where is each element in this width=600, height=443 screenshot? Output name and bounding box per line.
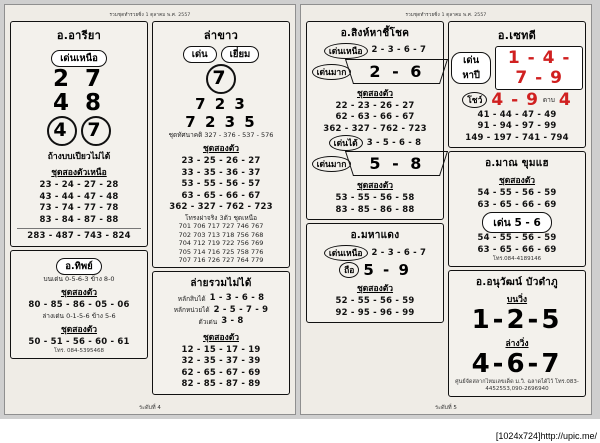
areeya-circle-1: 4 — [47, 116, 77, 146]
lai-line-3: 62 - 65 - 67 - 69 — [181, 367, 261, 378]
lakhao-three: 362 - 327 - 762 - 723 — [169, 202, 273, 213]
setdee-red-main-box — [495, 46, 583, 90]
lai-row-3 — [155, 316, 287, 327]
tip-line-6: 50 - 51 - 56 - 60 - 61 — [28, 336, 130, 347]
singha-row-3-label: เด่นได้ — [329, 135, 363, 151]
lakhao-circle-7: 7 — [206, 64, 236, 94]
lai-line-1: 12 - 15 - 17 - 19 — [181, 344, 261, 355]
mahadaeng-sub: ชุดสองตัว — [356, 284, 394, 295]
lakhao-main — [155, 63, 287, 95]
lai-row-2 — [155, 305, 287, 316]
singha-row-3 — [309, 135, 441, 151]
singha-row-1-value: 2 - 3 - 6 - 7 — [371, 45, 427, 56]
mahadaeng-row-2 — [309, 261, 441, 279]
mahadaeng-row-1-label: เด่นเหนือ — [324, 245, 368, 261]
watermark-text: [1024x724]http://upic.me/ — [495, 431, 597, 441]
anuwat-note: ศูนย์จัดสลากไหมเลขเด็ด ม.วิ. ฉลาดได้ไว้ โทร.083-4452553,090-2696940 — [455, 378, 579, 392]
lakhao-line-1: 23 - 25 - 26 - 27 — [181, 156, 261, 167]
setdee-line-3: 149 - 197 - 741 - 794 — [465, 132, 569, 143]
tip-line-4: ล่างเด่น 0-1-5-6 ข้าง 5-6 — [42, 311, 116, 320]
areeya-row-2: 4 8 — [52, 90, 105, 117]
box-man-khumhae — [448, 151, 586, 267]
lai-row-2-label: หลักหน่วยได้ — [173, 306, 210, 315]
lai-row-1-label: หลักสิบได้ — [177, 294, 206, 303]
lakhao-grid-label: โทรงผ่าจริง 3ตัว ชุดเหนือ — [185, 213, 257, 222]
singha-row-1 — [309, 43, 441, 59]
singha-row-4-value: 5 - 8 — [355, 151, 438, 176]
box-title-areeya: อ.อารียา — [56, 29, 102, 42]
pill-den: เด่น — [183, 46, 217, 63]
areeya-line-1: 23 - 24 - 27 - 28 — [39, 180, 119, 191]
lottery-sheet-left — [4, 4, 296, 415]
singha-three: 362 - 327 - 762 - 723 — [323, 123, 427, 134]
singha-row-2-value: 2 - 6 — [355, 59, 438, 84]
setdee-pill: เด่นหาปี — [451, 52, 491, 84]
setdee-second-row — [451, 90, 583, 110]
areeya-circled-pair — [13, 115, 145, 147]
box-title-tip: อ.ทิพย์ — [56, 258, 101, 275]
lai-line-4: 82 - 85 - 87 - 89 — [181, 379, 261, 390]
man-line-2: 63 - 65 - 66 - 69 — [477, 199, 557, 210]
setdee-line-1: 41 - 44 - 47 - 49 — [477, 110, 557, 120]
setdee-line-2: 91 - 94 - 97 - 99 — [477, 121, 557, 132]
sheet-footer-left: ระดับที่ 4 — [139, 405, 161, 411]
lakhao-grid-1: 701 706 717 727 746 767 — [178, 222, 264, 231]
areeya-sub: ชุดสองตัวเหนือ — [51, 168, 107, 179]
singha-sub-1: ชุดสองตัว — [356, 89, 394, 99]
man-phone: โทร.084-4189146 — [492, 256, 542, 263]
areeya-row-1: 2 7 — [52, 66, 105, 92]
areeya-line-4: 83 - 84 - 87 - 88 — [39, 214, 119, 225]
lakhao-line-4: 63 - 65 - 66 - 67 — [181, 190, 261, 201]
areeya-line-3: 73 - 74 - 77 - 78 — [39, 203, 119, 214]
setdee-show-label: โชว์ — [462, 92, 487, 108]
box-singha — [306, 21, 444, 220]
divider — [17, 228, 141, 229]
tip-phone: โทร. 084-5395468 — [53, 348, 104, 355]
areeya-three-digit: 283 - 487 - 743 - 824 — [27, 231, 131, 242]
singha-line-4: 83 - 85 - 86 - 88 — [335, 204, 415, 215]
mahadaeng-row-2-label: ถือ — [339, 262, 359, 278]
mahadaeng-row-1-value: 2 - 3 - 6 - 7 — [371, 247, 427, 258]
singha-row-4-label: เด่นมาก — [312, 156, 352, 172]
singha-line-3: 53 - 55 - 56 - 58 — [335, 193, 415, 204]
man-line-1: 54 - 55 - 56 - 59 — [477, 188, 557, 199]
lai-row-2-value: 2 - 5 - 7 - 9 — [213, 304, 269, 315]
box-title-lakhao: ล่าขาว — [203, 29, 239, 42]
lai-sub: ชุดสองตัว — [202, 332, 240, 343]
man-pill: เด่น 5 - 6 — [482, 212, 552, 233]
right-column-2 — [448, 21, 586, 394]
singha-line-1: 22 - 23 - 26 - 27 — [335, 101, 415, 111]
box-lakhao — [152, 21, 290, 268]
box-lai-ruam — [152, 271, 290, 394]
sheet-footer-right: ระดับที่ 5 — [435, 405, 457, 411]
singha-sub-2: ชุดสองตัว — [356, 181, 394, 192]
setdee-tail-label: ดาบ — [542, 95, 555, 104]
box-anuwat — [448, 270, 586, 396]
lai-row-3-label: ตัวเด่น — [198, 317, 218, 326]
lakhao-set-label: ชุดทัศนาคติ 327 - 376 - 537 - 576 — [168, 131, 274, 139]
lakhao-grid-4: 705 714 716 725 758 776 — [178, 247, 264, 256]
lakhao-grid-2: 702 703 713 718 756 768 — [178, 230, 264, 239]
box-mahadaeng — [306, 223, 444, 323]
lakhao-row-2: 7 2 3 — [195, 95, 247, 113]
tip-line-3: 80 - 85 - 86 - 05 - 06 — [28, 300, 130, 311]
man-line-3: 54 - 55 - 56 - 59 — [477, 233, 557, 244]
lottery-sheet-right — [300, 4, 592, 415]
box-title-mahadaeng: อ.มหาแดง — [350, 230, 400, 242]
lai-line-2: 32 - 35 - 37 - 39 — [181, 356, 261, 367]
areeya-note: ถ้างบบเปียวไม่ได้ — [47, 152, 111, 163]
box-tip — [10, 250, 148, 360]
box-title-anuwat: อ.อนุวัฒน์ บัวดำภู — [476, 277, 558, 289]
left-column-1 — [10, 21, 148, 394]
anuwat-top-numbers: 1-2-5 — [471, 305, 563, 336]
lakhao-line-2: 33 - 35 - 36 - 37 — [181, 167, 261, 178]
mahadaeng-row-1 — [309, 245, 441, 261]
anuwat-sub-1: บนวิ่ง — [506, 295, 528, 306]
setdee-red-tail: 4 — [558, 90, 572, 110]
sheet-header-left: รวมชุดทำรวยซิ่ง 1 ตุลาคม พ.ศ. 2557 — [109, 13, 191, 18]
setdee-red-main: 1 - 4 - 7 - 9 — [507, 48, 571, 88]
singha-line-2: 62 - 63 - 66 - 67 — [335, 112, 415, 123]
watermark-bar — [0, 419, 600, 443]
singha-row-1-label: เด่นเหนือ — [324, 43, 368, 59]
man-line-4: 63 - 65 - 66 - 69 — [477, 244, 557, 255]
box-areeya — [10, 21, 148, 247]
mahadaeng-line-2: 92 - 95 - 96 - 99 — [335, 307, 415, 318]
lai-row-3-value: 3 - 8 — [221, 316, 244, 327]
sheet-header-right: รวมชุดทำรวยซิ่ง 1 ตุลาคม พ.ศ. 2557 — [405, 13, 487, 18]
areeya-circle-2: 7 — [81, 116, 111, 146]
anuwat-sub-2: ล่างวิ่ง — [505, 339, 529, 350]
tip-line-1: บนเด่น 0-5-6-3 ข้าง 8-0 — [43, 274, 115, 283]
pill-yiam: เยี่ยม — [221, 46, 260, 63]
setdee-red-second: 4 - 9 — [491, 90, 539, 110]
tip-line-5: ชุดสองตัว — [60, 324, 98, 335]
man-sub-1: ชุดสองตัว — [498, 176, 536, 187]
singha-row-2 — [309, 59, 441, 84]
lakhao-line-3: 53 - 55 - 56 - 57 — [181, 179, 261, 190]
singha-row-3-value: 3 - 5 - 6 - 8 — [366, 137, 422, 148]
right-column-1 — [306, 21, 444, 394]
pill-den-nuea: เด่นเหนือ — [51, 50, 107, 67]
box-setdee — [448, 21, 586, 148]
mahadaeng-line-1: 52 - 55 - 56 - 59 — [335, 296, 415, 307]
box-title-singha: อ.สิงห์หาชี้โชค — [340, 28, 410, 39]
lakhao-row-3: 7 2 3 5 — [185, 113, 257, 131]
setdee-main-row — [451, 46, 583, 90]
lai-row-1 — [155, 293, 287, 304]
lakhao-sub: ชุดสองตัว — [202, 144, 240, 155]
tip-line-2: ชุดสองตัว — [60, 288, 98, 299]
box-title-setdee: อ.เซทดี — [497, 29, 537, 42]
lakhao-grid-5: 707 716 726 727 764 779 — [178, 255, 264, 264]
lakhao-pills — [155, 46, 287, 63]
lakhao-grid-3: 704 712 719 722 756 769 — [178, 239, 264, 248]
mahadaeng-row-2-value: 5 - 9 — [363, 261, 411, 280]
left-column-2 — [152, 21, 290, 394]
anuwat-bottom-numbers: 4-6-7 — [471, 349, 563, 380]
singha-row-2-label: เด่นมาก — [312, 64, 352, 80]
box-title-man-khumhae: อ.มาณ ขุมแฮ — [485, 158, 549, 170]
lai-row-1-value: 1 - 3 - 6 - 8 — [209, 293, 265, 304]
areeya-line-2: 43 - 44 - 47 - 48 — [39, 191, 119, 202]
box-title-lai-ruam: ล่ายรวมไม่ได้ — [190, 278, 252, 290]
singha-row-4 — [309, 151, 441, 176]
